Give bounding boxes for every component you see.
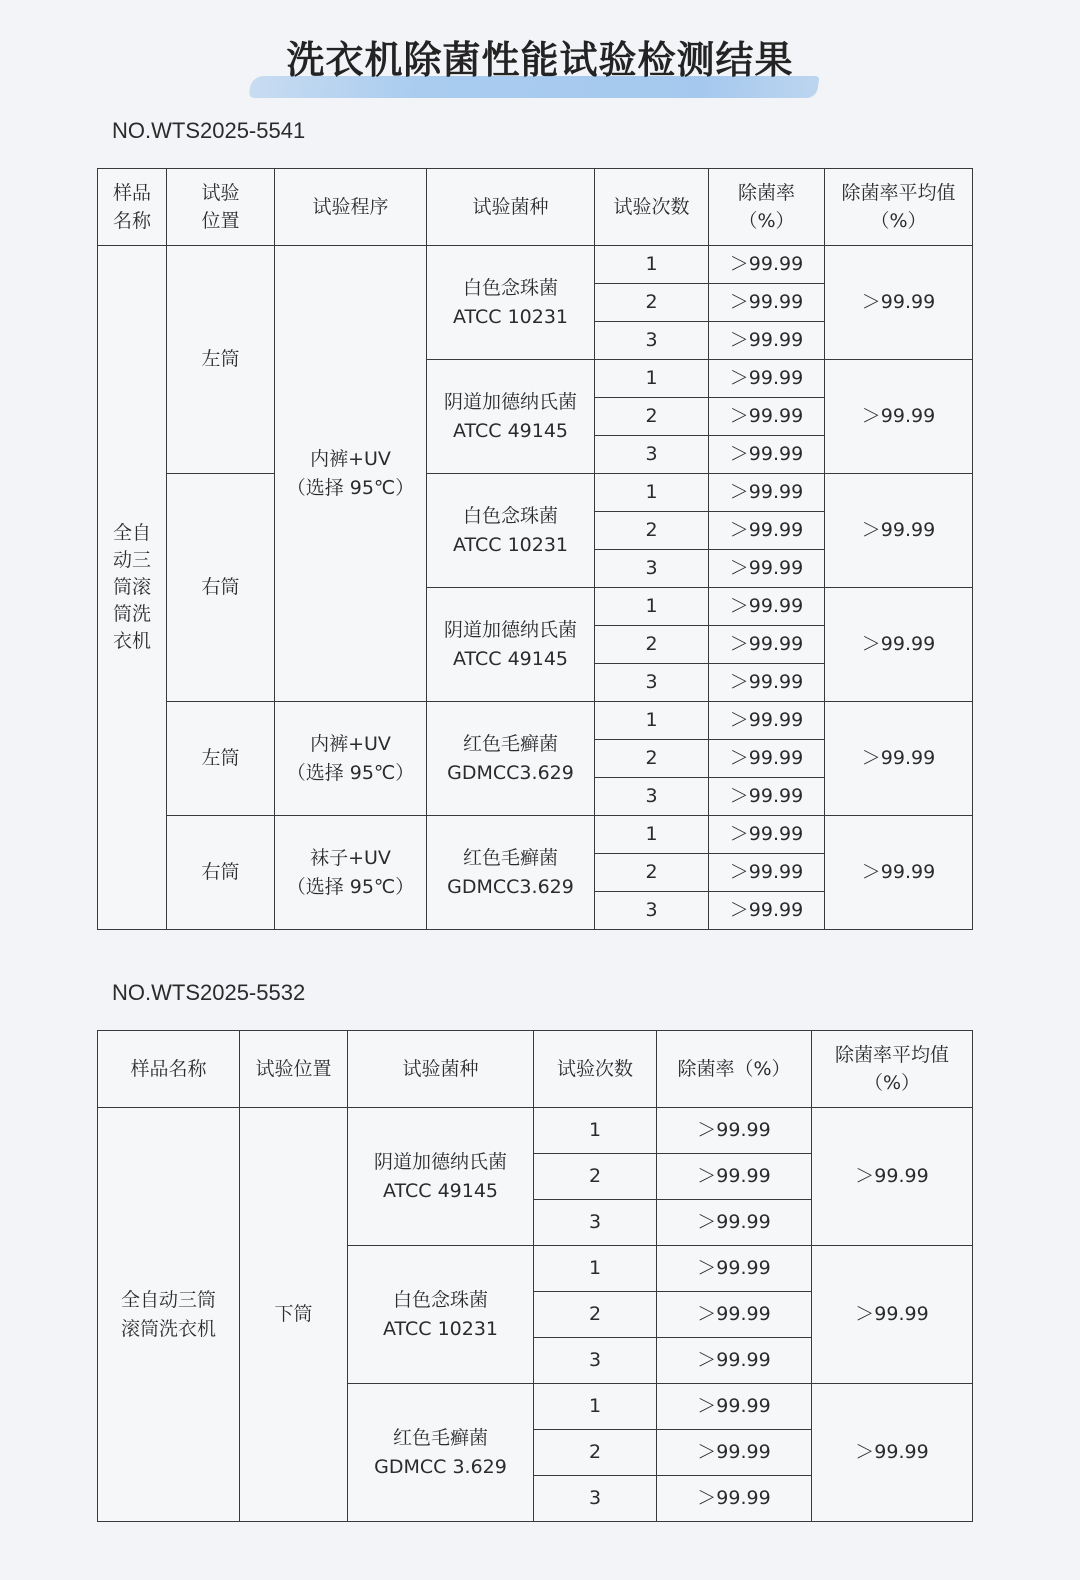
removal-rate-cell: ＞99.99 <box>709 360 825 398</box>
test-position-cell: 右筒 <box>167 474 275 702</box>
table-row <box>98 702 973 740</box>
average-rate-cell: ＞99.99 <box>825 360 973 474</box>
run-number-cell: 3 <box>595 892 709 930</box>
run-number-cell: 2 <box>595 284 709 322</box>
header-test-position: 试验 位置 <box>167 169 275 246</box>
removal-rate-cell: ＞99.99 <box>657 1476 812 1522</box>
average-rate-cell: ＞99.99 <box>825 246 973 360</box>
table-row <box>98 1108 973 1154</box>
removal-rate-cell: ＞99.99 <box>709 702 825 740</box>
header-average-rate: 除菌率平均值 （%） <box>825 169 973 246</box>
run-number-cell: 3 <box>534 1476 657 1522</box>
title-area <box>0 28 1080 100</box>
removal-rate-cell: ＞99.99 <box>709 854 825 892</box>
run-number-cell: 1 <box>534 1384 657 1430</box>
run-number-cell: 1 <box>595 588 709 626</box>
removal-rate-cell: ＞99.99 <box>709 512 825 550</box>
removal-rate-cell: ＞99.99 <box>709 284 825 322</box>
test-strain-cell: 白色念珠菌 ATCC 10231 <box>427 474 595 588</box>
results-table-1 <box>97 168 973 930</box>
test-strain-cell: 阴道加德纳氏菌 ATCC 49145 <box>427 360 595 474</box>
removal-rate-cell: ＞99.99 <box>657 1430 812 1476</box>
removal-rate-cell: ＞99.99 <box>657 1292 812 1338</box>
table-header-row <box>98 169 973 246</box>
removal-rate-cell: ＞99.99 <box>709 588 825 626</box>
run-number-cell: 2 <box>595 512 709 550</box>
test-strain-cell: 阴道加德纳氏菌 ATCC 49145 <box>427 588 595 702</box>
test-strain-cell: 红色毛癣菌 GDMCC3.629 <box>427 816 595 930</box>
header-test-position: 试验位置 <box>240 1031 348 1108</box>
run-number-cell: 3 <box>595 436 709 474</box>
test-position-cell: 左筒 <box>167 246 275 474</box>
report-number-1: NO.WTS2025-5541 <box>112 118 306 143</box>
run-number-cell: 2 <box>534 1154 657 1200</box>
run-number-cell: 1 <box>595 246 709 284</box>
removal-rate-cell: ＞99.99 <box>709 436 825 474</box>
removal-rate-cell: ＞99.99 <box>657 1108 812 1154</box>
removal-rate-cell: ＞99.99 <box>657 1384 812 1430</box>
test-strain-cell: 红色毛癣菌 GDMCC 3.629 <box>348 1384 534 1522</box>
run-number-cell: 3 <box>595 550 709 588</box>
removal-rate-cell: ＞99.99 <box>709 246 825 284</box>
removal-rate-cell: ＞99.99 <box>709 778 825 816</box>
average-rate-cell: ＞99.99 <box>825 588 973 702</box>
test-strain-cell: 白色念珠菌 ATCC 10231 <box>348 1246 534 1384</box>
removal-rate-cell: ＞99.99 <box>709 740 825 778</box>
header-test-count: 试验次数 <box>534 1031 657 1108</box>
removal-rate-cell: ＞99.99 <box>709 626 825 664</box>
removal-rate-cell: ＞99.99 <box>709 398 825 436</box>
run-number-cell: 1 <box>595 702 709 740</box>
run-number-cell: 2 <box>534 1292 657 1338</box>
test-strain-cell: 红色毛癣菌 GDMCC3.629 <box>427 702 595 816</box>
removal-rate-cell: ＞99.99 <box>657 1338 812 1384</box>
header-test-count: 试验次数 <box>595 169 709 246</box>
table-row <box>98 246 973 284</box>
test-strain-cell: 白色念珠菌 ATCC 10231 <box>427 246 595 360</box>
run-number-cell: 2 <box>595 626 709 664</box>
sample-name-cell: 全自动三筒滚筒洗衣机 <box>98 246 167 930</box>
header-sample-name: 样品名称 <box>98 1031 240 1108</box>
run-number-cell: 2 <box>595 398 709 436</box>
header-removal-rate: 除菌率（%） <box>657 1031 812 1108</box>
run-number-cell: 3 <box>595 778 709 816</box>
average-rate-cell: ＞99.99 <box>825 474 973 588</box>
run-number-cell: 1 <box>534 1246 657 1292</box>
sample-name-cell: 全自动三筒 滚筒洗衣机 <box>98 1108 240 1522</box>
run-number-cell: 1 <box>534 1108 657 1154</box>
average-rate-cell: ＞99.99 <box>825 816 973 930</box>
table-row <box>98 816 973 854</box>
header-test-strain: 试验菌种 <box>348 1031 534 1108</box>
run-number-cell: 3 <box>534 1338 657 1384</box>
table-row <box>98 474 973 512</box>
page-title: 洗衣机除菌性能试验检测结果 <box>286 38 794 82</box>
test-program-cell: 袜子+UV （选择 95℃） <box>275 816 427 930</box>
test-program-cell: 内裤+UV （选择 95℃） <box>275 246 427 702</box>
header-test-program: 试验程序 <box>275 169 427 246</box>
header-test-strain: 试验菌种 <box>427 169 595 246</box>
header-average-rate: 除菌率平均值 （%） <box>812 1031 973 1108</box>
average-rate-cell: ＞99.99 <box>812 1384 973 1522</box>
test-position-cell: 左筒 <box>167 702 275 816</box>
run-number-cell: 1 <box>595 474 709 512</box>
run-number-cell: 2 <box>595 854 709 892</box>
average-rate-cell: ＞99.99 <box>825 702 973 816</box>
removal-rate-cell: ＞99.99 <box>657 1200 812 1246</box>
header-removal-rate: 除菌率 （%） <box>709 169 825 246</box>
test-program-cell: 内裤+UV （选择 95℃） <box>275 702 427 816</box>
run-number-cell: 2 <box>595 740 709 778</box>
removal-rate-cell: ＞99.99 <box>709 892 825 930</box>
removal-rate-cell: ＞99.99 <box>709 322 825 360</box>
run-number-cell: 3 <box>534 1200 657 1246</box>
run-number-cell: 2 <box>534 1430 657 1476</box>
results-table-2 <box>97 1030 973 1522</box>
report-number-2: NO.WTS2025-5532 <box>112 980 306 1005</box>
run-number-cell: 1 <box>595 816 709 854</box>
removal-rate-cell: ＞99.99 <box>709 550 825 588</box>
removal-rate-cell: ＞99.99 <box>709 474 825 512</box>
average-rate-cell: ＞99.99 <box>812 1108 973 1246</box>
table-header-row <box>98 1031 973 1108</box>
removal-rate-cell: ＞99.99 <box>709 816 825 854</box>
removal-rate-cell: ＞99.99 <box>657 1246 812 1292</box>
test-position-cell: 下筒 <box>240 1108 348 1522</box>
header-sample-name: 样品 名称 <box>98 169 167 246</box>
test-position-cell: 右筒 <box>167 816 275 930</box>
removal-rate-cell: ＞99.99 <box>709 664 825 702</box>
run-number-cell: 3 <box>595 322 709 360</box>
average-rate-cell: ＞99.99 <box>812 1246 973 1384</box>
removal-rate-cell: ＞99.99 <box>657 1154 812 1200</box>
run-number-cell: 1 <box>595 360 709 398</box>
run-number-cell: 3 <box>595 664 709 702</box>
test-strain-cell: 阴道加德纳氏菌 ATCC 49145 <box>348 1108 534 1246</box>
